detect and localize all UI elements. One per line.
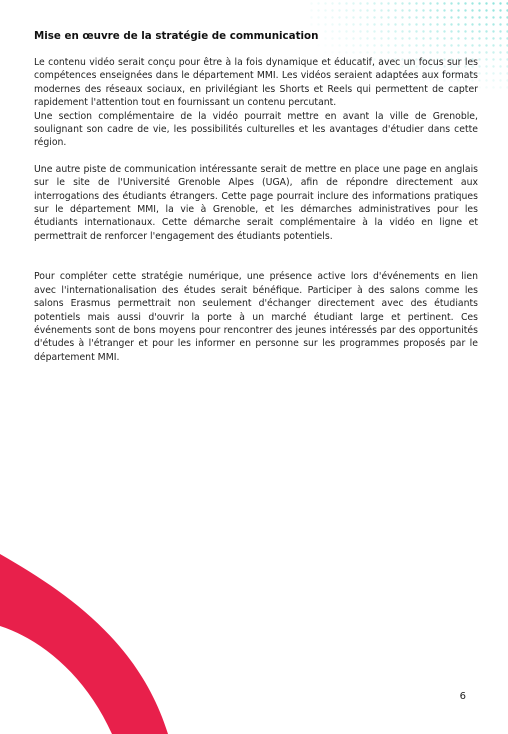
paragraph-grenoble-section: Une section complémentaire de la vidéo pourrait mettre en avant la ville de Grenoble, soulignant son cadre de vie, les possibilités culturelles et les avantages d'étudier dans cette région. [34, 110, 478, 149]
paragraph-spacer [34, 150, 478, 163]
section-title: Mise en œuvre de la stratégie de communication [34, 30, 319, 42]
red-wave-decoration [0, 554, 180, 734]
paragraph-events: Pour compléter cette stratégie numérique, une présence active lors d'événements en lien avec l'internationalisation des études serait bénéfique. Participer à des salons comme les salons Erasmus permettrait non seulement d'échanger directement avec des étudiants potentiels mais aussi d'ouvrir la porte à un marché étudiant large et pertinent. Ces événements sont de bons moyens pour rencontrer des jeunes intéressés par des opportunités d'études à l'étranger et pour les informer en personne sur les programmes proposés par le département MMI. [34, 271, 478, 363]
paragraph-video-content: Le contenu vidéo serait conçu pour être à la fois dynamique et éducatif, avec un focus sur les compétences enseignées dans le département MMI. Les vidéos seraient adaptées aux formats modernes des réseaux sociaux, en privilégiant les Shorts et Reels qui permettent de capter rapidement l'attention tout en fournissant un contenu percutant. [34, 57, 478, 109]
red-wave-graphic [0, 554, 180, 734]
page-number: 6 [459, 691, 466, 702]
paragraph-english-page: Une autre piste de communication intéressante serait de mettre en place une page en anglais sur le site de l'Université Grenoble Alpes (UGA), afin de répondre directement aux interrogations des étudiants étrangers. Cette page pourrait inclure des informations pratiques sur le département MMI, la vie à Grenoble, et les démarches administratives pour les étudiants internationaux. Cette démarche serait complémentaire à la vidéo en ligne et permettrait de renforcer l'engagement des étudiants potentiels. [34, 163, 478, 242]
paragraph-spacer [34, 243, 478, 270]
document-content [34, 30, 478, 364]
